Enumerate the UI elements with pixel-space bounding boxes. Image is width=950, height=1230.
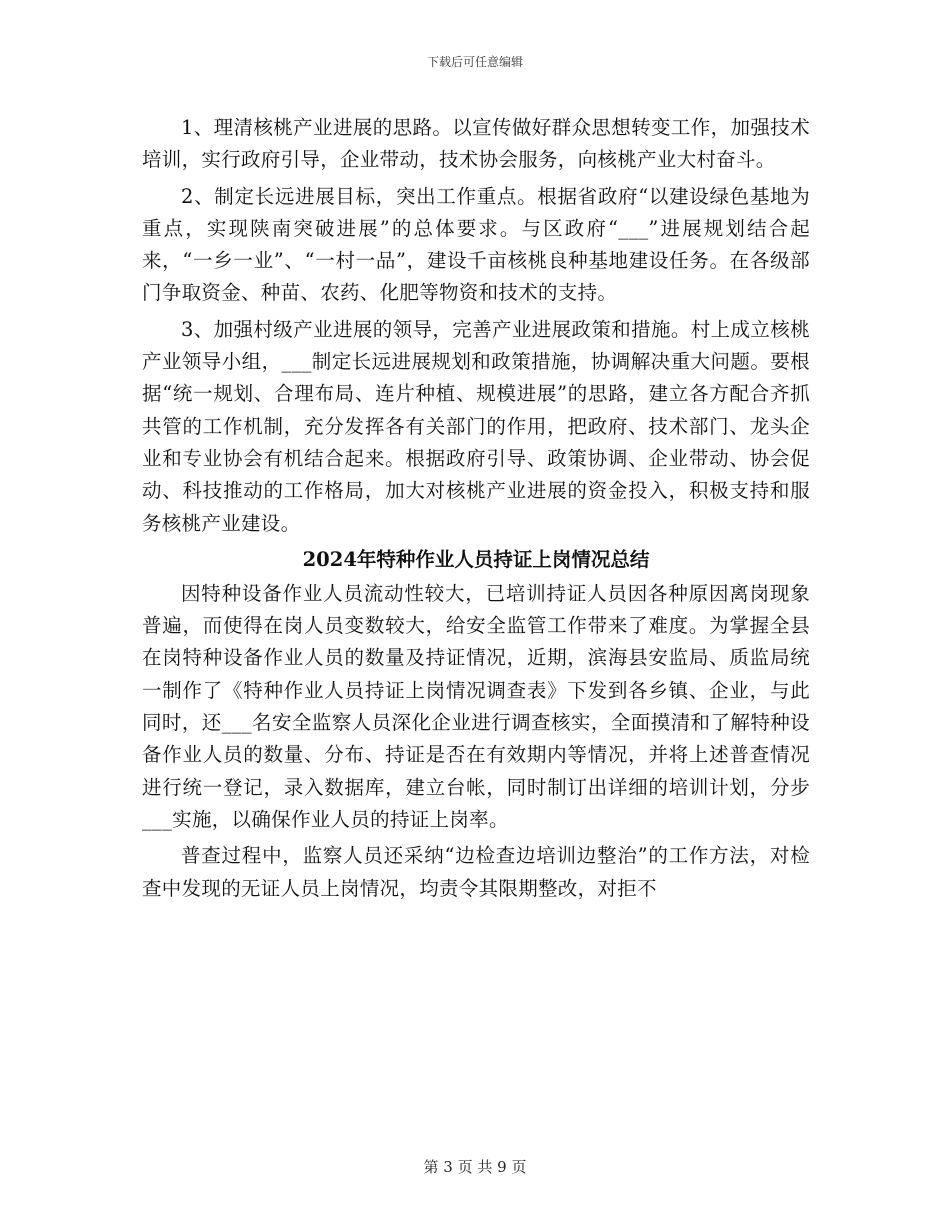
paragraph-5: 普查过程中，监察人员还采纳“边检查边培训边整治”的工作方法，对检查中发现的无证人员上岗情况，均责令其限期整改，对拒不 [142,844,810,900]
paragraph-2: 2、制定长远进展目标，突出工作重点。根据省政府“以建设绿色基地为重点，实现陕南突破进展”的总体要求。与区政府“___”进展规划结合起来，“一乡一业”、“一村一品”，建设千亩核桃良种基地建设任务。在各级部门争取资金、种苗、农药、化肥等物资和技术的支持。 [142,184,810,305]
paragraph-1: 1、理清核桃产业进展的思路。以宣传做好群众思想转变工作，加强技术培训，实行政府引导，企业带动，技术协会服务，向核桃产业大村奋斗。 [142,116,810,172]
paragraph-4: 因特种设备作业人员流动性较大，已培训持证人员因各种原因离岗现象普遍，而使得在岗人员变数较大，给安全监管工作带来了难度。为掌握全县在岗特种设备作业人员的数量及持证情况，近期，滨海县安监局、质监局统一制作了《特种作业人员持证上岗情况调查表》下发到各乡镇、企业，与此同时，还___名安全监察人员深化企业进行调查核实，全面摸清和了解特种设备作业人员的数量、分布、持证是否在有效期内等情况，并将上述普查情况进行统一登记，录入数据库，建立台帐，同时制订出详细的培训计划，分步___实施，以确保作业人员的持证上岗率。 [142,581,810,831]
page-number: 第 3 页 共 9 页 [423,1158,527,1176]
paragraph-3: 3、加强村级产业进展的领导，完善产业进展政策和措施。村上成立核桃产业领导小组，___制定长远进展规划和政策措施，协调解决重大问题。要根据“统一规划、合理布局、连片种植、规模进展”的思路，建立各方配合齐抓共管的工作机制，充分发挥各有关部门的作用，把政府、技术部门、龙头企业和专业协会有机结合起来。根据政府引导、政策协调、企业带动、协会促动、科技推动的工作格局，加大对核桃产业进展的资金投入，积极支持和服务核桃产业建设。 [142,317,810,535]
page-header: 下载后可任意编辑 [426,55,523,69]
document-body [142,112,810,905]
section-title: 2024年特种作业人员持证上岗情况总结 [302,547,650,571]
